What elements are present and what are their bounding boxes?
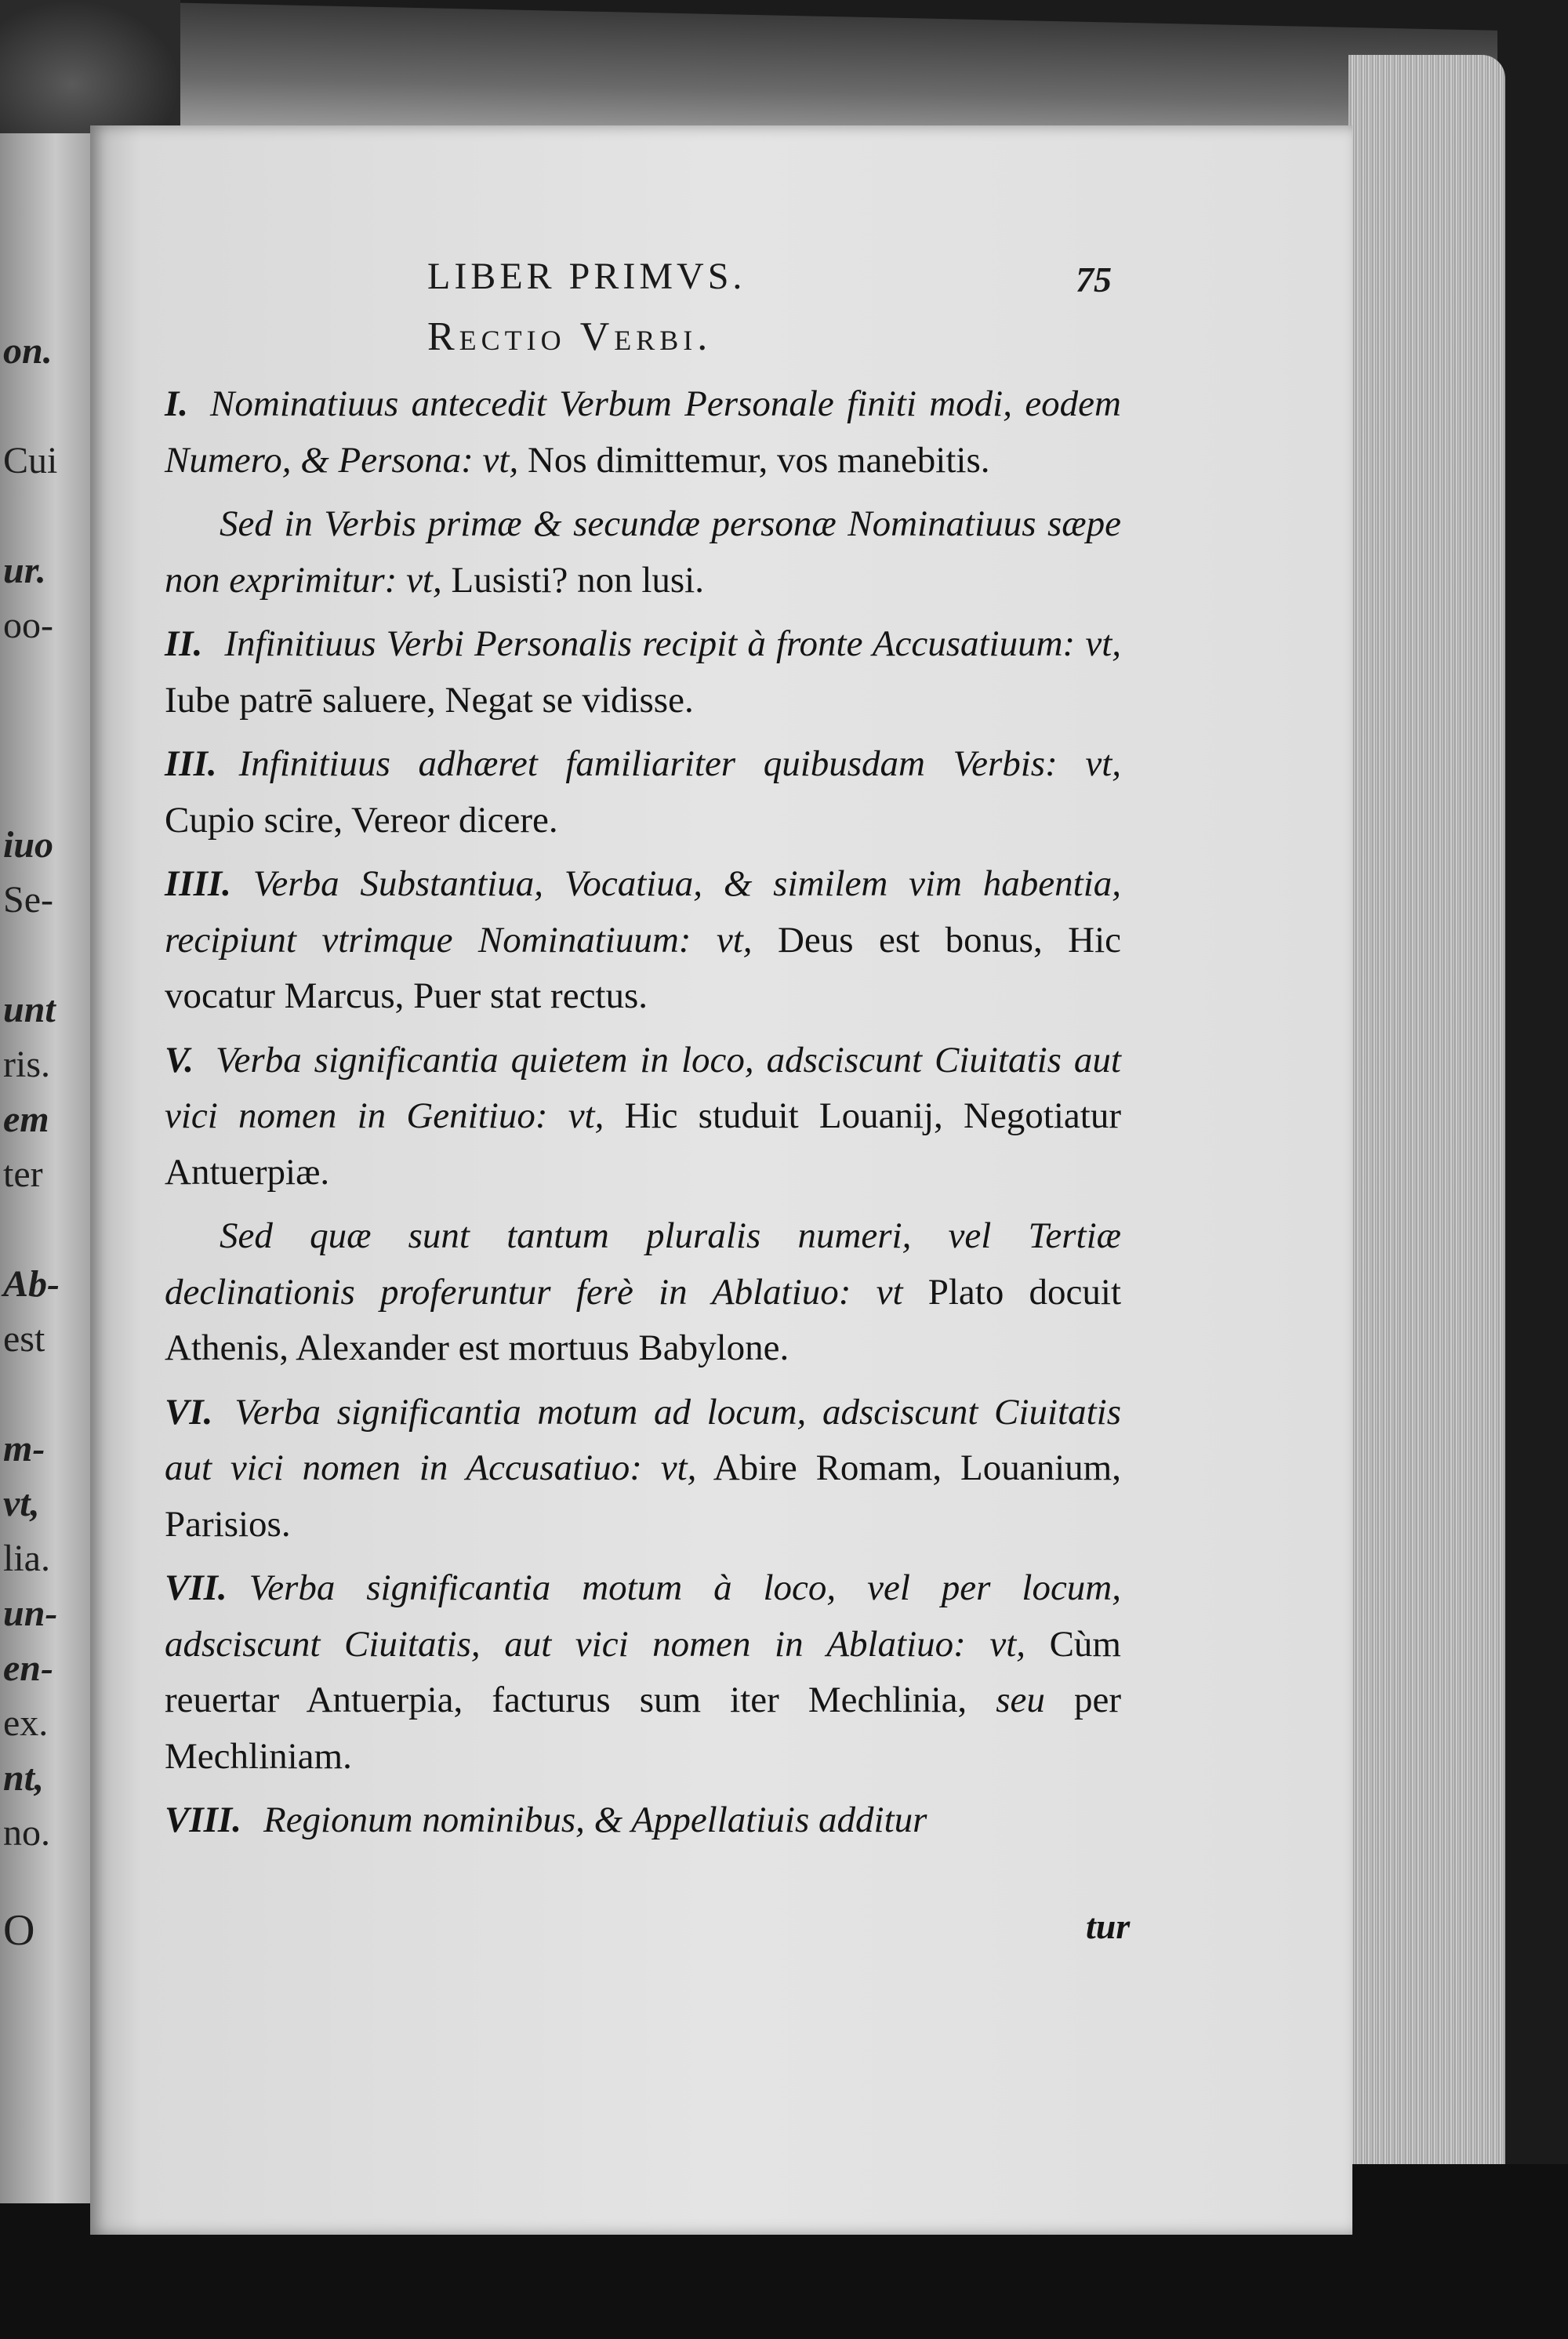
note-example: Plato docuit Athenis, Alexander est mortuus Babylone. [165, 1271, 1122, 1368]
rule-text: Infinitiuus Verbi Personalis recipit à fronte Accusatiuum: vt, [224, 623, 1121, 664]
rule-number: I. [165, 383, 189, 424]
left-page-fragment: m- [3, 1428, 45, 1469]
page-block-edges [1348, 55, 1505, 2203]
left-page-fragment: ex. [3, 1702, 49, 1744]
left-page-fragment: ris. [3, 1044, 50, 1085]
left-page-fragment: ter [3, 1153, 43, 1195]
rule-example: Cùm reuertar Antuerpia, facturus sum iter Mechlinia, [165, 1623, 1121, 1720]
rule-text: Nominatiuus antecedit Verbum Personale finiti modi, eodem Numero, & Persona: vt, [165, 383, 1121, 481]
left-page-fragment: iuo [3, 824, 54, 866]
rule-example: Deus est bonus, Hic vocatur Marcus, Puer stat rectus. [165, 919, 1121, 1016]
rule-example: Iube patrē saluere, Negat se vidisse. [165, 679, 694, 721]
left-page-fragment: on. [3, 330, 53, 372]
rule-number: VI. [165, 1391, 213, 1433]
rule-example: Hic studuit Louanij, Negotiatur Antuerpiæ. [165, 1095, 1121, 1193]
rule-paragraph [165, 1385, 1121, 1553]
rule-number: VII. [165, 1567, 227, 1608]
rule-text: Infinitiuus adhæret familiariter quibusdam Verbis: vt, [238, 743, 1121, 784]
rule-text-connector: seu [996, 1680, 1045, 1720]
rule-paragraph [165, 1792, 1121, 1849]
page-number: 75 [1076, 260, 1112, 300]
rule-text: Verba significantia motum ad locum, adsciscunt Ciuitatis aut vici nomen in Accusatiuo: vt, [165, 1391, 1121, 1488]
rule-number: III. [165, 743, 217, 784]
left-page-fragment: lia. [3, 1538, 50, 1579]
left-page-fragment: un- [3, 1593, 58, 1634]
running-head: LIBER PRIMVS. [427, 256, 746, 297]
left-page-fragment: Se- [3, 879, 53, 921]
left-page-fragment: vt, [3, 1483, 40, 1524]
left-page-fragment: no. [3, 1812, 50, 1854]
rule-number: V. [165, 1039, 194, 1081]
book-binding [0, 0, 180, 141]
rule-paragraph [165, 1033, 1121, 1201]
left-page-fragment: est [3, 1318, 45, 1360]
rule-number: VIII. [165, 1800, 241, 1840]
rule-note [165, 1208, 1121, 1377]
left-page-fragment: Ab- [3, 1263, 60, 1305]
rule-paragraph [165, 376, 1121, 489]
catchword: tur [1086, 1906, 1131, 1946]
rule-example: Cupio scire, Vereor dicere. [165, 799, 558, 841]
main-text [165, 376, 1121, 1857]
rule-example-cont: per Mechliniam. [165, 1680, 1122, 1777]
rule-example: Nos dimittemur, vos manebitis. [527, 439, 990, 481]
left-page-fragment: em [3, 1099, 49, 1140]
rule-text: Regionum nominibus, & Appellatiuis additur [263, 1800, 927, 1840]
section-title: Rectio Verbi. [427, 314, 713, 359]
left-page-fragment: oo- [3, 605, 53, 646]
rule-number: IIII. [165, 863, 231, 904]
note-text: Sed in Verbis primæ & secundæ personæ Nominatiuus sæpe non exprimitur: vt, [165, 503, 1121, 601]
left-page-fragment: unt [3, 989, 56, 1030]
rule-number: II. [165, 623, 203, 664]
rule-note [165, 496, 1121, 608]
left-page-fragment: nt, [3, 1757, 45, 1799]
rule-text: Verba significantia motum à loco, vel per locum, adsciscunt Ciuitatis, aut vici nomen in Ablatiuo: vt, [165, 1567, 1121, 1665]
rule-text: Verba significantia quietem in loco, adsciscunt Ciuitatis aut vici nomen in Genitiuo: vt, [165, 1039, 1121, 1136]
rule-text: Verba Substantiua, Vocatiua, & similem vim habentia, recipiunt vtrimque Nominatiuum: vt, [165, 863, 1121, 961]
rule-paragraph [165, 736, 1121, 848]
rule-paragraph [165, 1560, 1121, 1785]
left-page-fragment: O [3, 1906, 35, 1955]
rule-paragraph [165, 856, 1121, 1025]
left-page-fragment: Cui [3, 440, 58, 481]
rule-paragraph [165, 616, 1121, 728]
note-example: Lusisti? non lusi. [451, 559, 704, 601]
note-text: Sed quæ sunt tantum pluralis numeri, vel Tertiæ declinationis proferuntur ferè in Ablatiuo: vt [165, 1215, 1121, 1313]
rule-example: Abire Romam, Louanium, Parisios. [165, 1447, 1121, 1545]
left-facing-page [0, 133, 93, 2203]
left-page-fragment: en- [3, 1647, 53, 1689]
left-page-fragment: ur. [3, 550, 46, 591]
